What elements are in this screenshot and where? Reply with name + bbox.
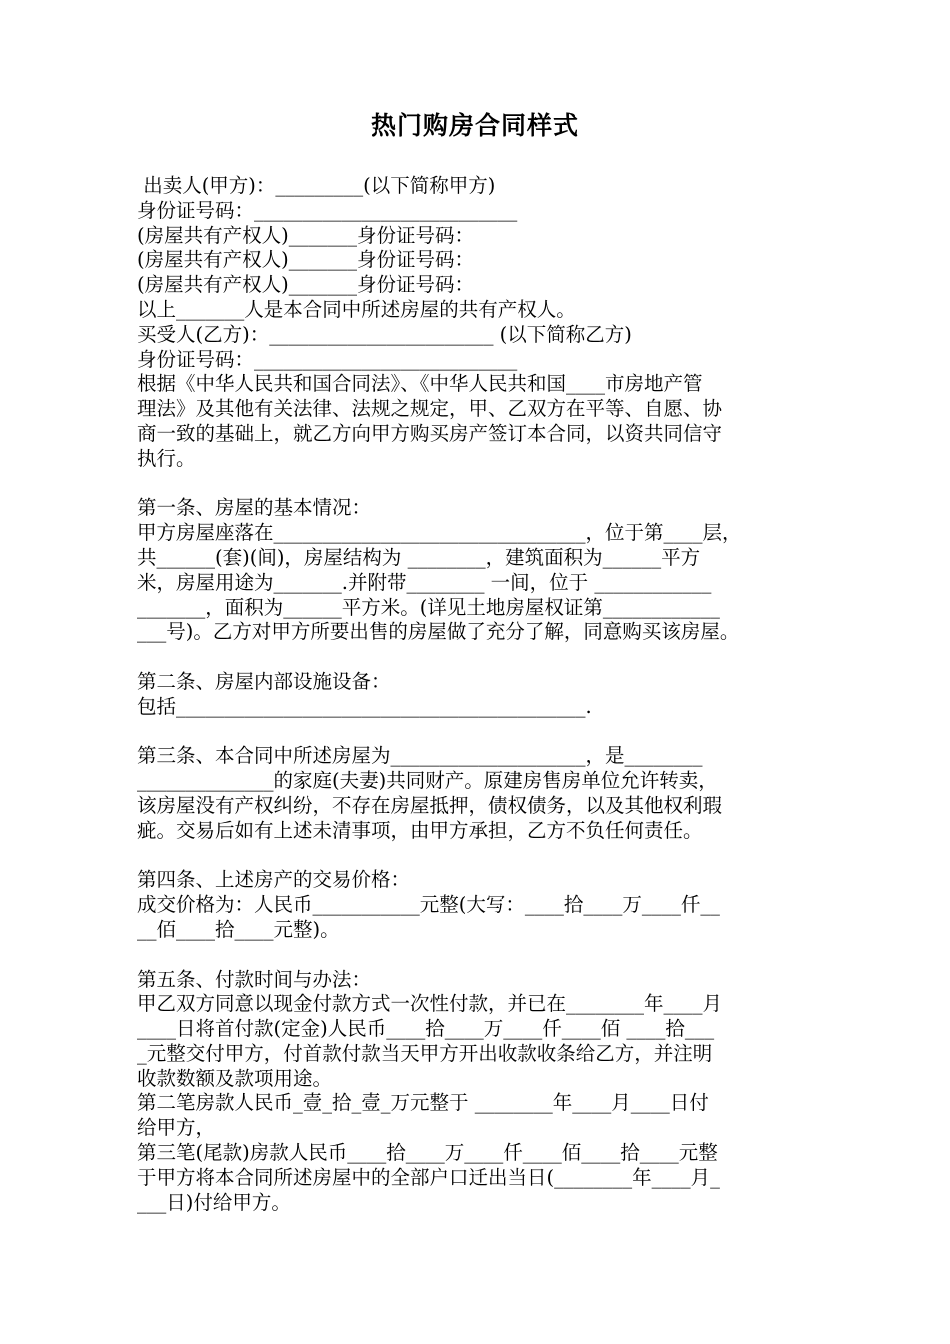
contract-body <box>137 174 827 1215</box>
text-line: 理法》及其他有关法律、法规之规定，甲、乙双方在平等、自愿、协 <box>137 397 723 421</box>
text-line: 甲乙双方同意以现金付款方式一次性付款，并已在________年____月 <box>137 992 723 1016</box>
text-line: 第三条、本合同中所述房屋为____________________，是________ <box>137 744 703 768</box>
text-line: ___号)。乙方对甲方所要出售的房屋做了充分了解，同意购买该房屋。 <box>137 620 740 644</box>
blank-line <box>137 645 827 670</box>
text-line: 甲方房屋座落在________________________________，位于第____层， <box>137 521 742 545</box>
text-line: _元整交付甲方，付首款付款当天甲方开出收款收条给乙方，并注明 <box>137 1041 713 1065</box>
text-line: 以上_______人是本合同中所述房屋的共有产权人。 <box>137 297 576 321</box>
text-line: 包括__________________________________________. <box>137 694 592 718</box>
text-line: 该房屋没有产权纠纷，不存在房屋抵押，债权债务，以及其他权利瑕 <box>137 793 723 817</box>
text-line: 于甲方将本合同所述房屋中的全部户口迁出当日(________年____月_ <box>137 1165 720 1189</box>
text-line: 根据《中华人民共和国合同法》、《中华人民共和国____市房地产管 <box>137 372 703 396</box>
text-line: 身份证号码：___________________________ <box>137 198 518 222</box>
blank-line <box>137 472 827 497</box>
text-line: 执行。 <box>137 446 196 470</box>
text-line: 共______(套)(间)，房屋结构为 ________，建筑面积为______平方 <box>137 545 701 569</box>
blank-line <box>137 720 827 745</box>
text-line: (房屋共有产权人)_______身份证号码： <box>137 223 474 247</box>
text-line: 第二条、房屋内部设施设备： <box>137 669 391 693</box>
text-line: _______，面积为______平方米。(详见土地房屋权证第____________ <box>137 595 720 619</box>
text-line: __佰____拾____元整)。 <box>137 917 340 941</box>
text-line: (房屋共有产权人)_______身份证号码： <box>137 273 474 297</box>
text-line: 米，房屋用途为_______.并附带________ 一间，位于 ____________ <box>137 570 712 594</box>
text-line: 第二笔房款人民币_壹_拾_壹_万元整于 ________年____月____日付 <box>137 1091 709 1115</box>
text-line: 第一条、房屋的基本情况： <box>137 496 372 520</box>
text-line: 疵。交易后如有上述未清事项，由甲方承担，乙方不负任何责任。 <box>137 818 703 842</box>
text-line: ______________的家庭(夫妻)共同财产。原建房售房单位允许转卖， <box>137 769 718 793</box>
blank-line <box>137 844 827 869</box>
text-line: 第五条、付款时间与办法： <box>137 967 372 991</box>
text-line: 身份证号码：___________________________ <box>137 347 518 371</box>
text-line: ___日)付给甲方。 <box>137 1190 291 1214</box>
text-line: 商一致的基础上，就乙方向甲方购买房产签订本合同，以资共同信守 <box>137 421 723 445</box>
text-line: (房屋共有产权人)_______身份证号码： <box>137 248 474 272</box>
text-line: 第三笔(尾款)房款人民币____拾____万____仟____佰____拾____元整 <box>137 1141 718 1165</box>
text-line: 成交价格为：人民币___________元整(大写：____拾____万____仟__ <box>137 893 720 917</box>
text-line: 给甲方， <box>137 1116 216 1140</box>
text-line: 买受人(乙方)：_______________________ (以下简称乙方) <box>137 322 632 346</box>
text-line: 出卖人(甲方)：_________(以下简称甲方) <box>137 174 496 197</box>
document-title: 热门购房合同样式 <box>370 111 579 140</box>
blank-line <box>137 943 827 968</box>
text-line: 收款数额及款项用途。 <box>137 1066 333 1090</box>
text-line: ____日将首付款(定金)人民币____拾____万____仟____佰 ____拾___ <box>137 1017 715 1041</box>
text-line: 第四条、上述房产的交易价格： <box>137 868 411 892</box>
